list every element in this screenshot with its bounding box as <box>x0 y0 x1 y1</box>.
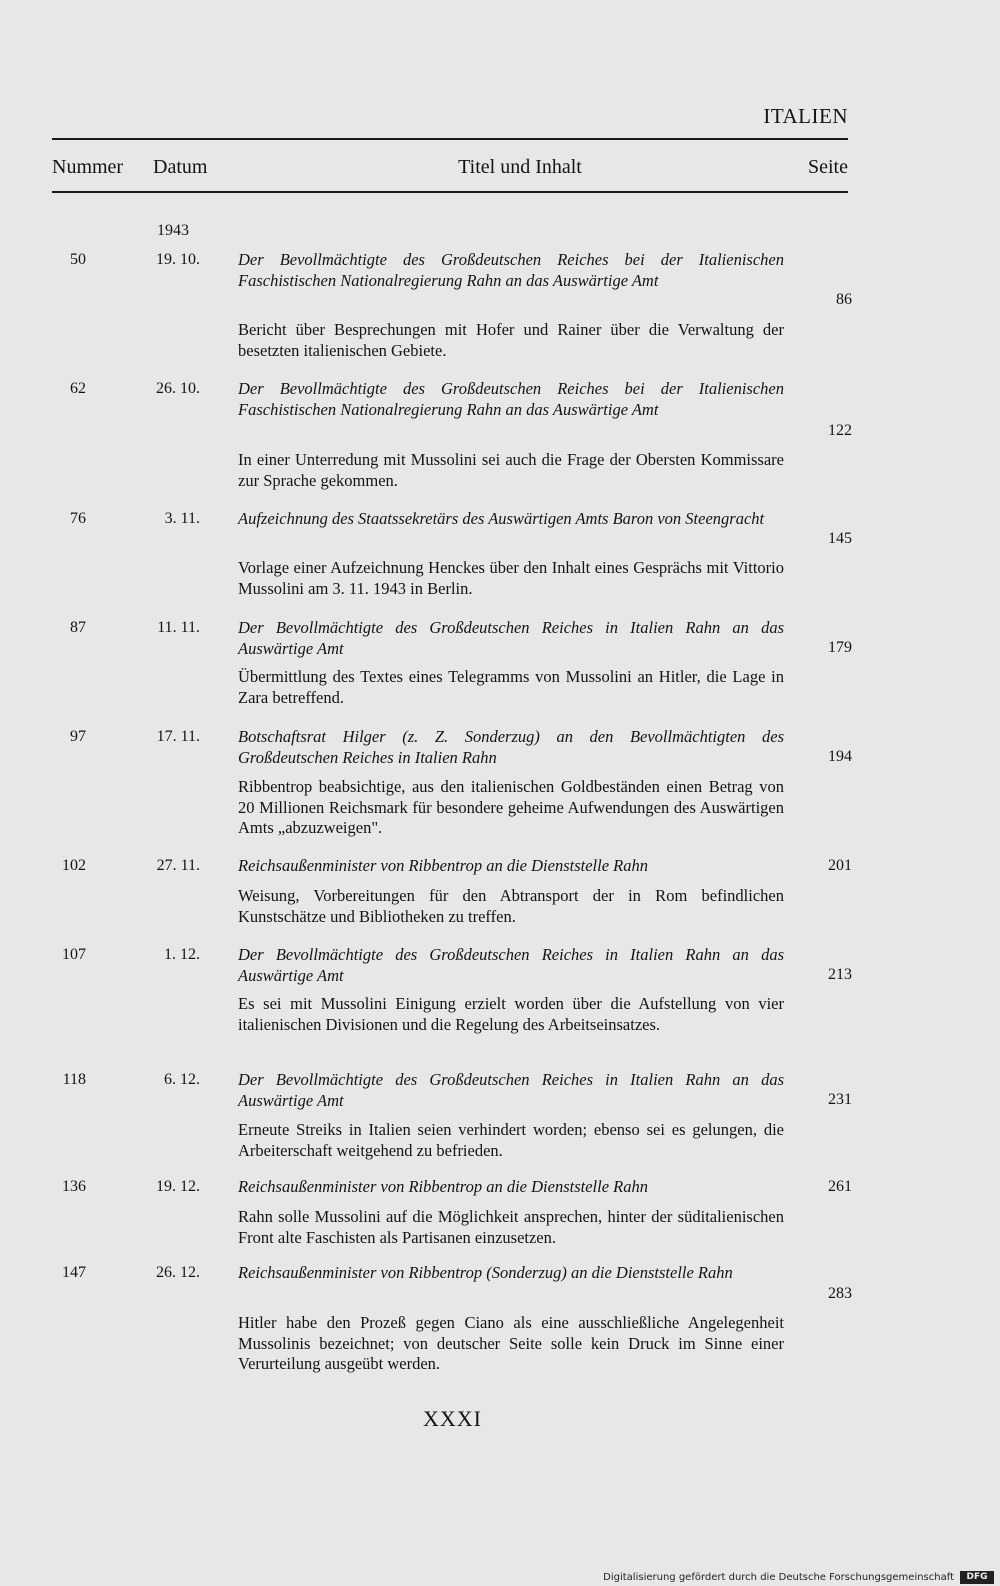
entry-number: 136 <box>62 1178 86 1195</box>
entry-number: 50 <box>70 251 86 268</box>
entry-date: 26. 10. <box>156 380 200 397</box>
entry-page: 145 <box>828 530 852 547</box>
entry-page: 194 <box>828 748 852 765</box>
entry-number: 147 <box>62 1264 86 1281</box>
entry-summary: Ribbentrop beabsichtige, aus den italienischen Goldbeständen einen Betrag von 20 Millionen Reichsmark für besondere geheime Aufwendungen des Auswärtigen Amts „abzuzweigen". <box>238 777 784 837</box>
entry-title: Der Bevollmächtigte des Großdeutschen Reiches bei der Italienischen Faschistischen Nationalregierung Rahn an das Auswärtige Amt <box>238 250 784 290</box>
entry-date: 3. 11. <box>164 510 200 527</box>
column-header-date: Datum <box>153 156 208 178</box>
entry-page: 122 <box>828 422 852 439</box>
page-folio: XXXI <box>423 1406 482 1431</box>
entry-date: 1. 12. <box>164 946 200 963</box>
entry-page: 213 <box>828 966 852 983</box>
section-title: ITALIEN <box>763 104 848 128</box>
entry-summary: In einer Unterredung mit Mussolini sei auch die Frage der Obersten Kommissare zur Sprache gekommen. <box>238 450 784 490</box>
entry-summary: Erneute Streiks in Italien seien verhindert worden; ebenso sei es gelungen, die Arbeiterschaft weitgehend zu befrieden. <box>238 1120 784 1160</box>
entry-title: Der Bevollmächtigte des Großdeutschen Reiches in Italien Rahn an das Auswärtige Amt <box>238 618 784 658</box>
entry-summary: Vorlage einer Aufzeichnung Henckes über den Inhalt eines Gesprächs mit Vittorio Mussolini am 3. 11. 1943 in Berlin. <box>238 558 784 598</box>
entry-page: 283 <box>828 1285 852 1302</box>
entry-page: 261 <box>828 1178 852 1195</box>
entry-date: 26. 12. <box>156 1264 200 1281</box>
entry-number: 118 <box>62 1071 86 1088</box>
header-bottom-rule <box>52 191 848 193</box>
column-header-title: Titel und Inhalt <box>458 156 582 178</box>
year-label: 1943 <box>157 222 189 239</box>
entry-date: 19. 10. <box>156 251 200 268</box>
entry-page: 201 <box>828 857 852 874</box>
entry-title: Der Bevollmächtigte des Großdeutschen Reiches in Italien Rahn an das Auswärtige Amt <box>238 1070 784 1110</box>
entry-title: Der Bevollmächtigte des Großdeutschen Reiches bei der Italienischen Faschistischen Nationalregierung Rahn an das Auswärtige Amt <box>238 379 784 419</box>
header-top-rule <box>52 138 848 140</box>
entry-date: 6. 12. <box>164 1071 200 1088</box>
entry-number: 97 <box>70 728 86 745</box>
column-header-number: Nummer <box>52 156 124 178</box>
entry-number: 87 <box>70 619 86 636</box>
entry-number: 107 <box>62 946 86 963</box>
entry-title: Reichsaußenminister von Ribbentrop an die Dienststelle Rahn <box>238 1177 648 1196</box>
entry-number: 62 <box>70 380 86 397</box>
entry-date: 19. 12. <box>156 1178 200 1195</box>
entry-title: Der Bevollmächtigte des Großdeutschen Reiches in Italien Rahn an das Auswärtige Amt <box>238 945 784 985</box>
digitization-credit: Digitalisierung gefördert durch die Deutsche Forschungsgemeinschaft <box>603 1572 954 1583</box>
entry-date: 17. 11. <box>156 728 200 745</box>
entry-title: Reichsaußenminister von Ribbentrop (Sonderzug) an die Dienststelle Rahn <box>238 1263 733 1282</box>
entry-page: 179 <box>828 639 852 656</box>
entry-date: 27. 11. <box>156 857 200 874</box>
entry-title: Aufzeichnung des Staatssekretärs des Auswärtigen Amts Baron von Steengracht <box>238 509 765 528</box>
dfg-logo: DFG <box>960 1571 994 1584</box>
entry-number: 102 <box>62 857 86 874</box>
entry-date: 11. 11. <box>157 619 200 636</box>
entry-title: Reichsaußenminister von Ribbentrop an die Dienststelle Rahn <box>238 856 648 875</box>
entry-summary: Es sei mit Mussolini Einigung erzielt worden über die Aufstellung von vier italienischen Divisionen und die Regelung des Arbeitseinsatzes. <box>238 994 784 1034</box>
entry-summary: Hitler habe den Prozeß gegen Ciano als eine ausschließliche Angelegenheit Mussolinis bezeichnet; von deutscher Seite solle kein Druck im Sinne einer Verurteilung ausgeübt werden. <box>238 1313 784 1373</box>
entry-summary: Rahn solle Mussolini auf die Möglichkeit ansprechen, hinter der süditalienischen Front alte Faschisten als Partisanen einzusetzen. <box>238 1207 784 1247</box>
entry-title: Botschaftsrat Hilger (z. Z. Sonderzug) an den Bevollmächtigten des Großdeutschen Reiches in Italien Rahn <box>238 727 784 767</box>
entry-summary: Übermittlung des Textes eines Telegramms von Mussolini an Hitler, die Lage in Zara betreffend. <box>238 667 784 707</box>
entry-summary: Bericht über Besprechungen mit Hofer und Rainer über die Verwaltung der besetzten italienischen Gebiete. <box>238 320 784 360</box>
entry-page: 86 <box>836 291 852 308</box>
entry-number: 76 <box>70 510 86 527</box>
entry-summary: Weisung, Vorbereitungen für den Abtransport der in Rom befindlichen Kunstschätze und Bibliotheken zu treffen. <box>238 886 784 926</box>
column-header-page: Seite <box>808 156 848 178</box>
entry-page: 231 <box>828 1091 852 1108</box>
